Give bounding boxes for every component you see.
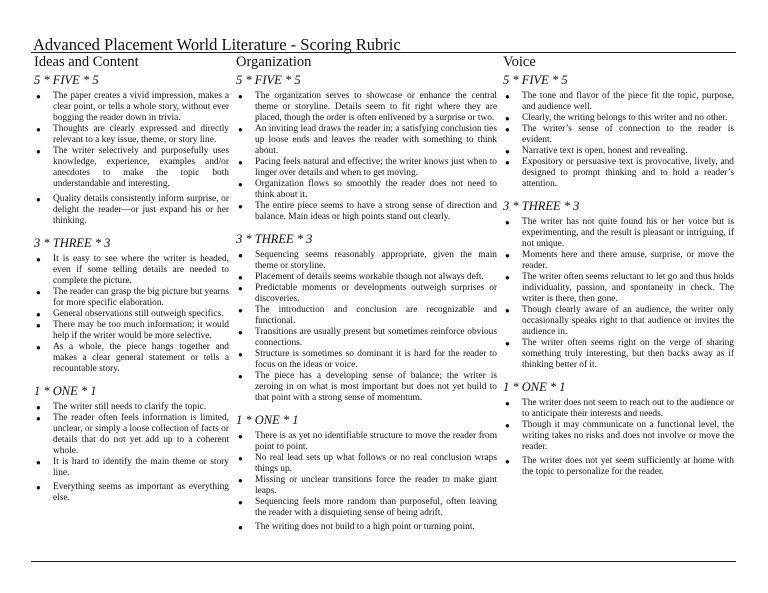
item-text: The writer does not yet seem sufficiently at home with the topic to personalize for the reader. [522, 456, 734, 477]
list-item [236, 283, 497, 305]
item-text: Placement of details seems workable though not always deft. [255, 272, 484, 282]
bullet-icon: ● [505, 114, 510, 123]
criteria-list [503, 217, 734, 371]
bullet-icon: ● [238, 306, 243, 315]
column-header: Organization [236, 54, 312, 70]
bullet-icon: ● [238, 523, 243, 532]
list-item [236, 179, 497, 201]
bullet-icon: ● [238, 432, 243, 441]
item-text: General observations still outweigh specifics. [53, 309, 224, 319]
list-item [34, 194, 229, 227]
item-text: The writer has not quite found his or her voice but is experimenting, and the result is pleasant or intriguing, if not unique. [522, 217, 734, 249]
bullet-icon: ● [505, 218, 510, 227]
section-heading-three: 3 * THREE * 3 [34, 236, 111, 250]
criteria-list [503, 398, 734, 478]
bullet-icon: ● [238, 350, 243, 359]
item-text: Sequencing feels more random than purposeful, often leaving the reader with a disquieting sense of being adrift. [255, 497, 497, 518]
column-voice [500, 53, 736, 561]
bullet-icon: ● [36, 321, 41, 330]
list-item [236, 453, 497, 475]
item-text: As a whole, the piece hangs together and makes a clear general statement or tells a recountable story. [53, 342, 229, 374]
list-item [34, 482, 229, 504]
item-text: It is hard to identify the main theme or story line. [53, 457, 229, 478]
bullet-icon: ● [505, 147, 510, 156]
list-item [503, 272, 734, 305]
bullet-icon: ● [505, 306, 510, 315]
list-item [34, 287, 229, 309]
list-item [34, 146, 229, 190]
bullet-icon: ● [238, 328, 243, 337]
section-heading-five: 5 * FIVE * 5 [236, 73, 301, 87]
item-text: The reader often feels information is limited, unclear, or simply a loose collection of facts or details that do not yet add up to a coherent whole. [53, 413, 229, 456]
item-text: Expository or persuasive text is provocative, lively, and designed to prompt thinking and to hold a reader’s attention. [522, 157, 734, 189]
list-item [503, 217, 734, 250]
item-text: Sequencing seems reasonably appropriate, given the main theme or storyline. [255, 250, 497, 271]
item-text: Everything seems as important as everything else. [53, 482, 229, 503]
list-item [503, 146, 734, 157]
list-item [236, 157, 497, 179]
list-item [34, 402, 229, 413]
criteria-list [236, 250, 497, 404]
item-text: The writer selectively and purposefully uses knowledge, experience, examples and/or anecdotes to make the topic both understandable and interesting. [53, 146, 229, 189]
item-text: Quality details consistently inform surprise, or delight the reader—or just expand his or her thinking. [53, 194, 229, 226]
criteria-list [236, 91, 497, 223]
section-heading-one: 1 * ONE * 1 [503, 380, 566, 394]
item-text: The introduction and conclusion are recognizable and functional. [255, 305, 497, 326]
list-item [236, 201, 497, 223]
bullet-icon: ● [238, 454, 243, 463]
bullet-icon: ● [505, 92, 510, 101]
bullet-icon: ● [238, 92, 243, 101]
bullet-icon: ● [505, 125, 510, 134]
item-text: Clearly, the writing belongs to this writer and no other. [522, 113, 728, 123]
bullet-icon: ● [238, 158, 243, 167]
criteria-list [503, 91, 734, 190]
bullet-icon: ● [36, 147, 41, 156]
item-text: There may be too much information; it would help if the writer would be more selective. [53, 320, 229, 341]
item-text: Moments here and there amuse, surprise, or move the reader. [522, 250, 734, 271]
item-text: The reader can grasp the big picture but yearns for more specific elaboration. [53, 287, 229, 308]
list-item [34, 91, 229, 124]
list-item [503, 113, 734, 124]
column-header: Ideas and Content [34, 54, 139, 70]
list-item [236, 124, 497, 157]
item-text: Transitions are usually present but sometimes reinforce obvious connections. [255, 327, 497, 348]
list-item [236, 250, 497, 272]
criteria-list [34, 402, 229, 504]
bullet-icon: ● [36, 483, 41, 492]
section-heading-one: 1 * ONE * 1 [236, 413, 299, 427]
item-text: The piece has a developing sense of balance; the writer is zeroing in on what is most important but does not yet build to that point with a strong sense of momentum. [255, 371, 497, 403]
bullet-icon: ● [505, 421, 510, 430]
bullet-icon: ● [238, 180, 243, 189]
list-item [236, 327, 497, 349]
list-item [503, 420, 734, 453]
item-text: Structure is sometimes so dominant it is hard for the reader to focus on the ideas or voice. [255, 349, 497, 370]
list-item [236, 91, 497, 124]
list-item [236, 305, 497, 327]
list-item [34, 457, 229, 479]
item-text: The writer’s sense of connection to the reader is evident. [522, 124, 734, 145]
list-item [236, 349, 497, 371]
list-item [34, 413, 229, 457]
item-text: The paper creates a vivid impression, makes a clear point, or tells a whole story, without ever bogging the reader down in trivia. [53, 91, 229, 123]
bullet-icon: ● [238, 273, 243, 282]
item-text: The writer does not seem to reach out to the audience or to anticipate their interests and needs. [522, 398, 734, 419]
list-item [503, 398, 734, 420]
section-heading-one: 1 * ONE * 1 [34, 384, 97, 398]
criteria-list [236, 431, 497, 533]
bullet-icon: ● [238, 476, 243, 485]
bullet-icon: ● [505, 251, 510, 260]
item-text: The writer often seems right on the verge of sharing something truly interesting, but then backs away as if thinking better of it. [522, 338, 734, 370]
bullet-icon: ● [36, 92, 41, 101]
bullet-icon: ● [36, 288, 41, 297]
criteria-list [34, 91, 229, 227]
page-title: Advanced Placement World Literature - Scoring Rubric [33, 35, 401, 54]
section-heading-three: 3 * THREE * 3 [236, 232, 313, 246]
bullet-icon: ● [505, 399, 510, 408]
list-item [236, 475, 497, 497]
bullet-icon: ● [505, 273, 510, 282]
bullet-icon: ● [238, 372, 243, 381]
list-item [503, 338, 734, 371]
item-text: Though clearly aware of an audience, the writer only occasionally speaks right to that audience or invites the audience in. [522, 305, 734, 337]
list-item [34, 309, 229, 320]
section-heading-five: 5 * FIVE * 5 [34, 73, 99, 87]
list-item [236, 497, 497, 519]
list-item [34, 320, 229, 342]
bullet-icon: ● [36, 125, 41, 134]
list-item [503, 250, 734, 272]
list-item [503, 124, 734, 146]
list-item [236, 272, 497, 283]
item-text: No real lead sets up what follows or no real conclusion wraps things up. [255, 453, 497, 474]
bullet-icon: ● [238, 498, 243, 507]
bullet-icon: ● [36, 255, 41, 264]
item-text: The writer still needs to clarify the topic. [53, 402, 207, 412]
section-heading-five: 5 * FIVE * 5 [503, 73, 568, 87]
list-item [236, 371, 497, 404]
list-item [503, 456, 734, 478]
item-text: Predictable moments or developments outweigh surprises or discoveries. [255, 283, 497, 304]
column-ideas-content [31, 53, 231, 561]
item-text: The writing does not build to a high point or turning point. [255, 522, 475, 532]
item-text: It is easy to see where the writer is headed, even if some telling details are needed to complete the picture. [53, 254, 229, 286]
item-text: The tone and flavor of the piece fit the topic, purpose, and audience well. [522, 91, 734, 112]
column-organization [233, 53, 499, 561]
criteria-list [34, 254, 229, 375]
list-item [236, 522, 497, 533]
list-item [34, 342, 229, 375]
item-text: Narrative text is open, honest and revealing. [522, 146, 688, 156]
bullet-icon: ● [36, 403, 41, 412]
bullet-icon: ● [36, 310, 41, 319]
item-text: Missing or unclear transitions force the reader to make giant leaps. [255, 475, 497, 496]
item-text: There is as yet no identifiable structure to move the reader from point to point. [255, 431, 497, 452]
section-heading-three: 3 * THREE * 3 [503, 199, 580, 213]
column-header: Voice [503, 54, 536, 70]
bullet-icon: ● [505, 457, 510, 466]
bullet-icon: ● [238, 202, 243, 211]
bullet-icon: ● [36, 195, 41, 204]
item-text: Pacing feels natural and effective; the writer knows just when to linger over details and when to get moving. [255, 157, 497, 178]
bullet-icon: ● [36, 343, 41, 352]
list-item [503, 91, 734, 113]
item-text: Organization flows so smoothly the reader does not need to think about it. [255, 179, 497, 200]
bullet-icon: ● [238, 251, 243, 260]
bullet-icon: ● [505, 158, 510, 167]
item-text: Thoughts are clearly expressed and directly relevant to a key issue, theme, or story line. [53, 124, 229, 145]
item-text: An inviting lead draws the reader in; a satisfying conclusion ties up loose ends and leaves the reader with something to think about. [255, 124, 497, 156]
list-item [34, 254, 229, 287]
list-item [236, 431, 497, 453]
item-text: The organization serves to showcase or enhance the central theme or storyline. Details seem to fit right where they are placed, though the order is often enlivened by a surprise or two. [255, 91, 497, 123]
bullet-icon: ● [238, 125, 243, 134]
bullet-icon: ● [238, 284, 243, 293]
list-item [503, 157, 734, 190]
bullet-icon: ● [505, 339, 510, 348]
bullet-icon: ● [36, 458, 41, 467]
list-item [34, 124, 229, 146]
rubric-table [31, 52, 736, 562]
list-item [503, 305, 734, 338]
item-text: The writer often seems reluctant to let go and thus holds individuality, passion, and spontaneity in check. The writer is there, then gone. [522, 272, 734, 304]
item-text: The entire piece seems to have a strong sense of direction and balance. Main ideas or high points stand out clearly. [255, 201, 497, 222]
bullet-icon: ● [36, 414, 41, 423]
item-text: Though it may communicate on a functional level, the writing takes no risks and does not involve or move the reader. [522, 420, 734, 452]
